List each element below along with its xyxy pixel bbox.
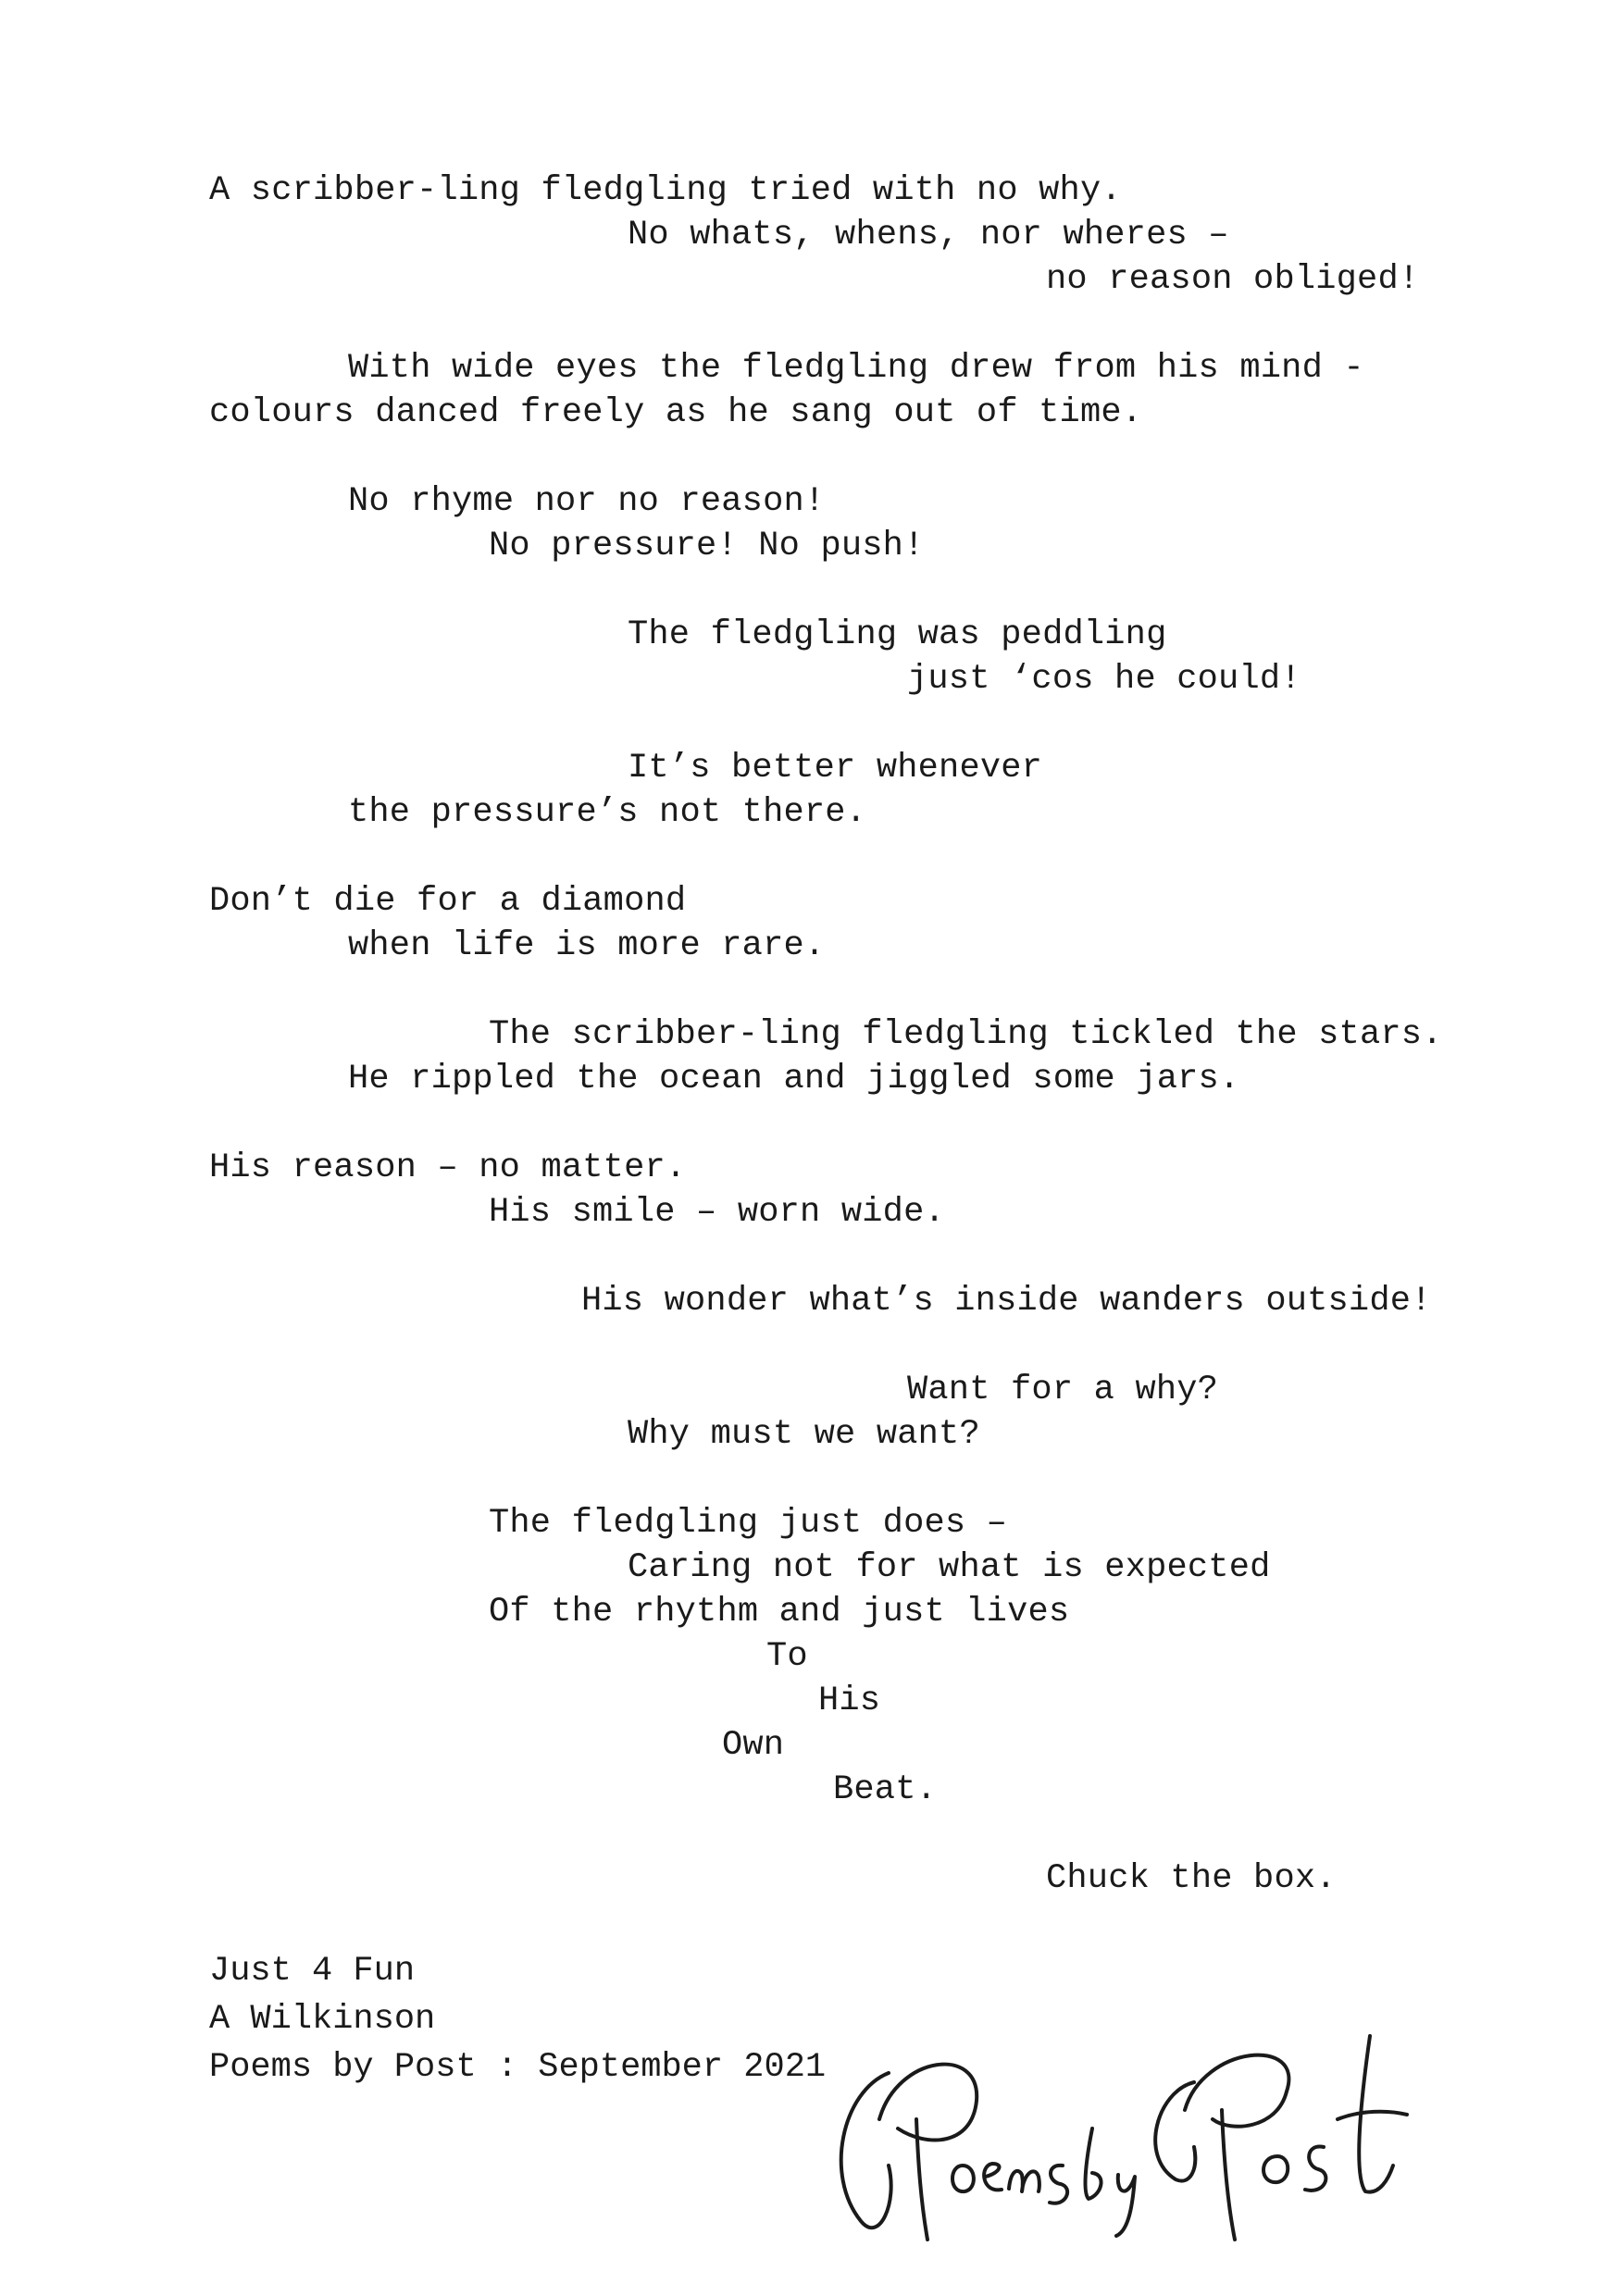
- poem-line: The scribber-ling fledgling tickled the stars.: [489, 1015, 1443, 1054]
- poem-line: Chuck the box.: [1046, 1859, 1337, 1898]
- poem-line: The fledgling just does –: [489, 1504, 1008, 1543]
- poem-line: when life is more rare.: [348, 926, 826, 965]
- poem-line: The fledgling was peddling: [628, 615, 1167, 654]
- poem-line: Of the rhythm and just lives: [489, 1593, 1070, 1632]
- poem-title: Just 4 Fun: [209, 1952, 416, 1991]
- poem-line: just ‘cos he could!: [907, 660, 1301, 699]
- poem-line: A scribber-ling fledgling tried with no why.: [209, 171, 1122, 210]
- poem-line: It’s better whenever: [628, 749, 1043, 788]
- poems-by-post-signature: [824, 2017, 1416, 2249]
- poem-line: Beat.: [833, 1770, 938, 1809]
- poem-line: Don’t die for a diamond: [209, 882, 687, 921]
- poem-line: the pressure’s not there.: [348, 793, 867, 832]
- poem-line: To: [766, 1637, 808, 1676]
- poem-line: No pressure! No push!: [489, 527, 925, 565]
- poem-line: Want for a why?: [907, 1371, 1219, 1409]
- poem-line: His: [818, 1682, 881, 1720]
- poem-line: No rhyme nor no reason!: [348, 482, 826, 521]
- poem-line: Why must we want?: [628, 1415, 980, 1454]
- poem-source: Poems by Post : September 2021: [209, 2048, 827, 2087]
- poem-line: His smile – worn wide.: [489, 1193, 945, 1232]
- signature-logo-icon: [824, 2017, 1416, 2249]
- poem-line: Own: [722, 1726, 785, 1765]
- poem-author: A Wilkinson: [209, 2000, 436, 2039]
- poem-line: With wide eyes the fledgling drew from his mind -: [348, 349, 1364, 388]
- poem-line: He rippled the ocean and jiggled some jars.: [348, 1060, 1240, 1098]
- poem-line: colours danced freely as he sang out of time.: [209, 393, 1143, 432]
- poem-line: Caring not for what is expected: [628, 1548, 1271, 1587]
- poem-line: No whats, whens, nor wheres –: [628, 216, 1229, 254]
- poem-line: His reason – no matter.: [209, 1148, 687, 1187]
- poem-line: His wonder what’s inside wanders outside!: [581, 1282, 1432, 1321]
- poem-line: no reason obliged!: [1046, 260, 1420, 299]
